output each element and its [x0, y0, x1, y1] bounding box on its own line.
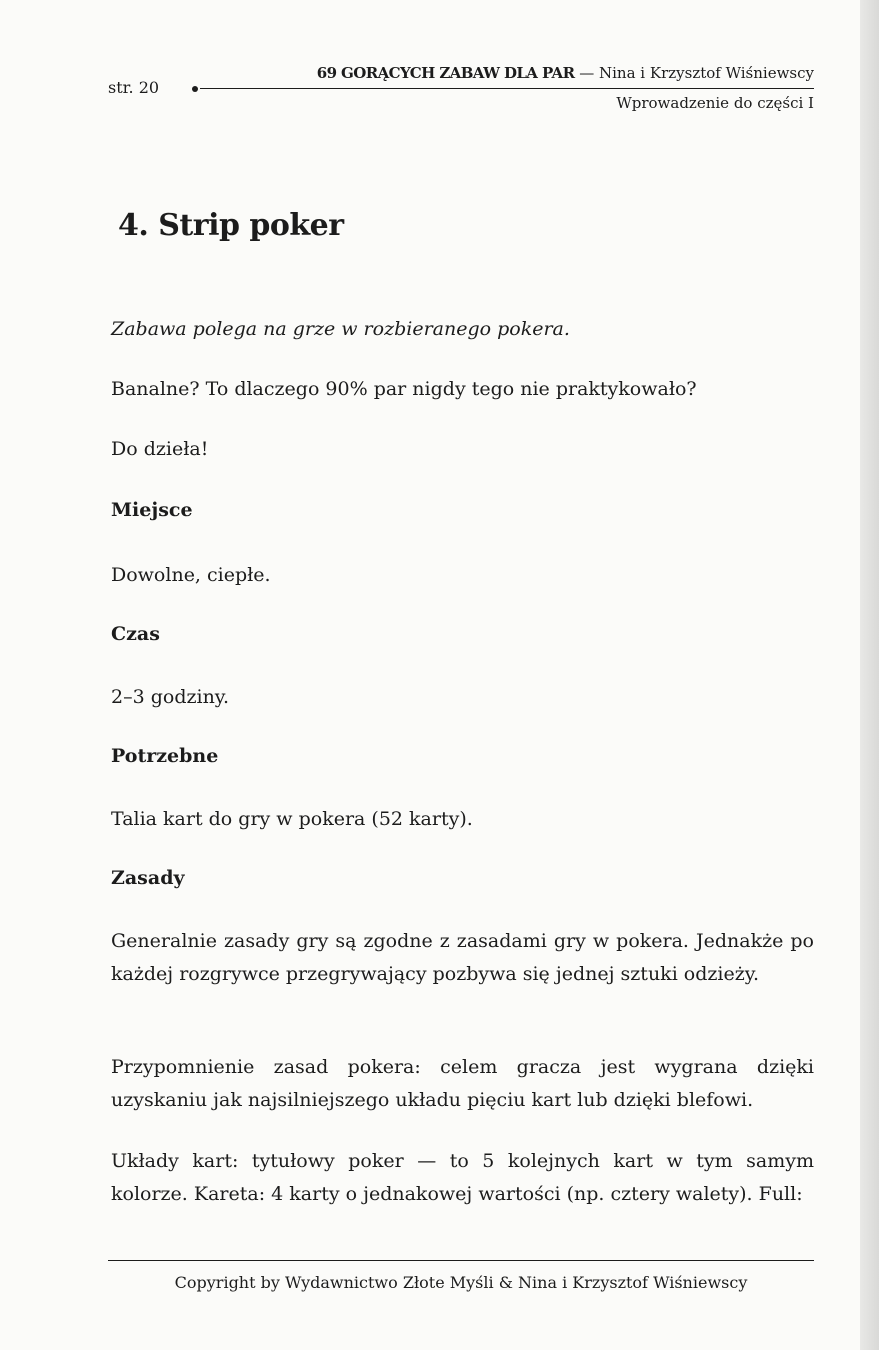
- header-title-line: [317, 64, 814, 82]
- call-paragraph: Do dzieła!: [111, 438, 209, 460]
- rules-paragraph-1: Generalnie zasady gry są zgodne z zasadami gry w pokera. Jednakże po każdej rozgrywce przegrywający pozbywa się jednej sztuki odzieży.: [111, 930, 814, 985]
- needed-heading: Potrzebne: [111, 745, 219, 767]
- footer-rule: [108, 1260, 814, 1261]
- header-section: Wprowadzenie do części I: [616, 94, 814, 112]
- place-heading: Miejsce: [111, 499, 193, 521]
- header-rule: [200, 88, 814, 89]
- page-number: str. 20: [108, 78, 160, 97]
- needed-text: Talia kart do gry w pokera (52 karty).: [111, 808, 473, 830]
- book-title: 69 GORĄCYCH ZABAW DLA PAR: [316, 64, 575, 82]
- rules-heading: Zasady: [111, 867, 185, 889]
- chapter-title: 4. Strip poker: [118, 208, 344, 243]
- place-text: Dowolne, ciepłe.: [111, 564, 271, 586]
- question-paragraph: Banalne? To dlaczego 90% par nigdy tego nie praktykowało?: [111, 378, 697, 400]
- page-edge: [860, 0, 879, 1350]
- running-header: [108, 62, 814, 122]
- rules-paragraph-3: Układy kart: tytułowy poker — to 5 kolejnych kart w tym samym kolorze. Kareta: 4 karty o jednakowej wartości (np. cztery walety). Full:: [111, 1150, 814, 1205]
- header-bullet: [192, 86, 198, 92]
- intro-paragraph: Zabawa polega na grze w rozbieranego pokera.: [111, 318, 570, 340]
- book-authors: — Nina i Krzysztof Wiśniewscy: [574, 64, 814, 82]
- time-heading: Czas: [111, 623, 160, 645]
- footer-copyright: Copyright by Wydawnictwo Złote Myśli & Nina i Krzysztof Wiśniewscy: [174, 1273, 748, 1292]
- time-text: 2–3 godziny.: [111, 686, 230, 708]
- rules-paragraph-2: Przypomnienie zasad pokera: celem gracza jest wygrana dzięki uzyskaniu jak najsilniejszego układu pięciu kart lub dzięki blefowi.: [111, 1056, 814, 1111]
